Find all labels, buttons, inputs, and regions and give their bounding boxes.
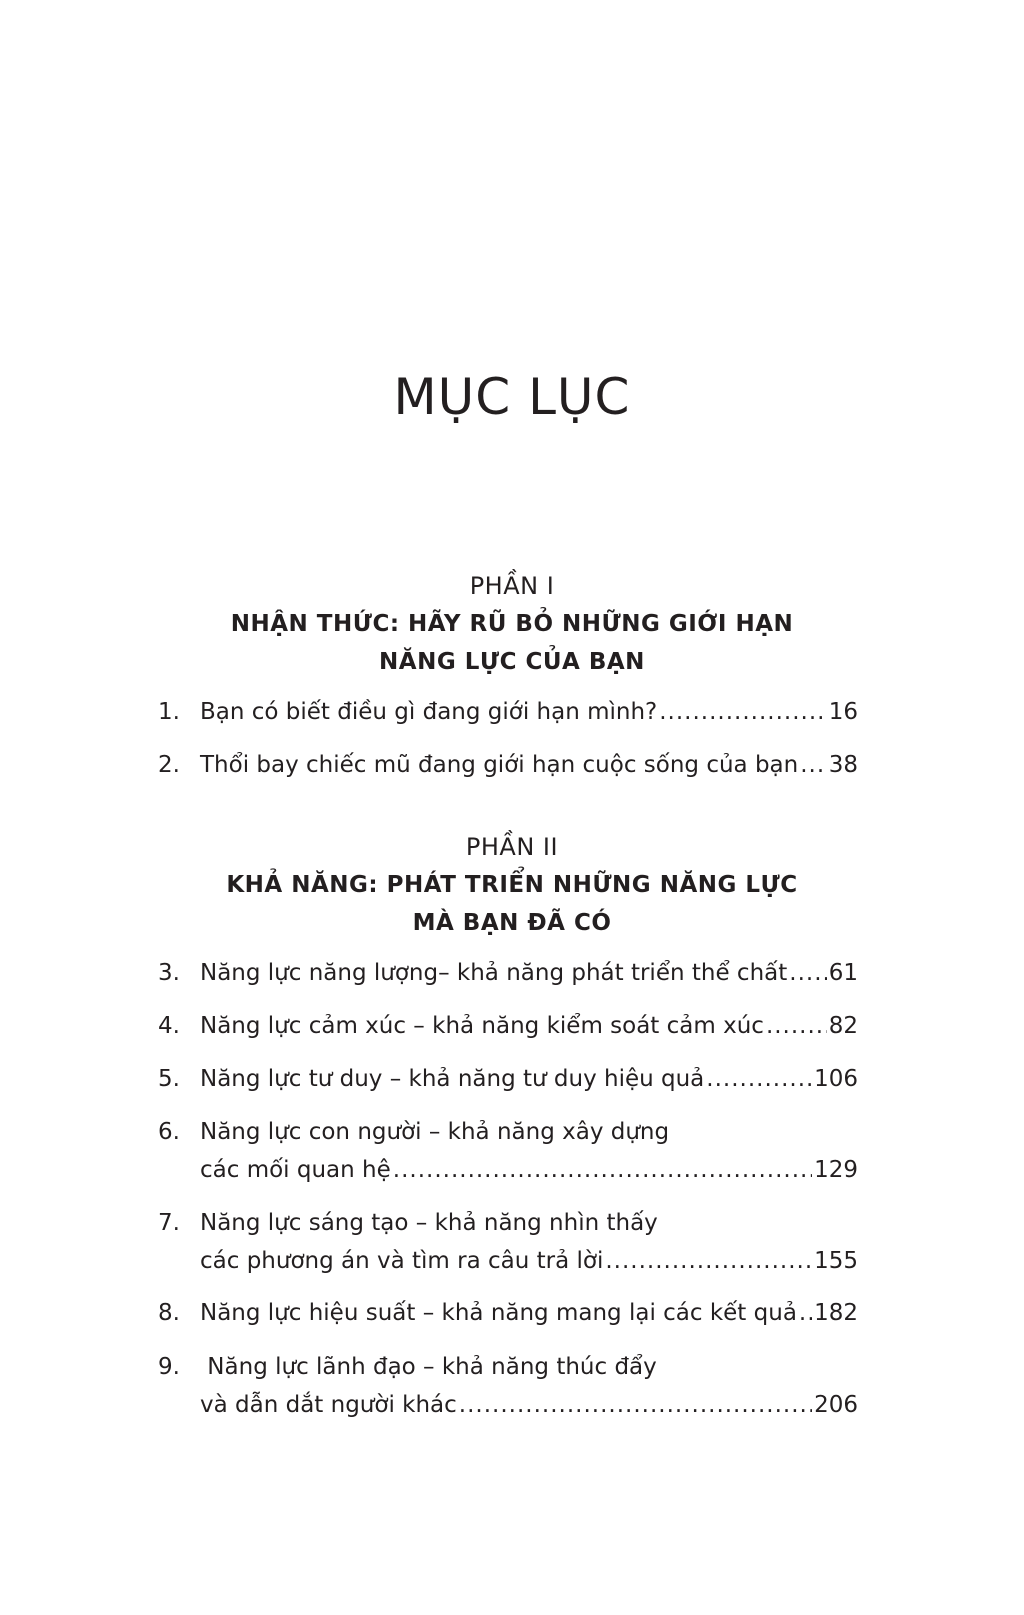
entry-title: Năng lực hiệu suất – khả năng mang lại các kết quả bbox=[200, 1300, 797, 1326]
dot-leader bbox=[459, 1386, 812, 1424]
entry-number: 6. bbox=[158, 1119, 180, 1145]
toc-entry[interactable] bbox=[158, 1348, 858, 1424]
dot-leader bbox=[799, 1294, 812, 1332]
part-label: PHẦN II bbox=[465, 833, 559, 861]
entry-title: Năng lực lãnh đạo – khả năng thúc đẩy bbox=[200, 1354, 657, 1380]
entry-title: Năng lực tư duy – khả năng tư duy hiệu quả bbox=[200, 1066, 705, 1092]
toc-entry[interactable] bbox=[158, 954, 858, 992]
entry-number: 2. bbox=[158, 752, 180, 778]
page-number: 82 bbox=[828, 1013, 858, 1039]
dot-leader bbox=[789, 954, 826, 992]
toc-entry[interactable] bbox=[158, 1007, 858, 1045]
page-number: 155 bbox=[814, 1248, 858, 1274]
toc-entry[interactable] bbox=[158, 1294, 858, 1332]
page-number: 38 bbox=[828, 752, 858, 778]
toc-entry[interactable] bbox=[158, 746, 858, 784]
dot-leader bbox=[800, 746, 826, 784]
page-title: MỤC LỤC bbox=[393, 368, 631, 426]
part-header bbox=[0, 567, 1024, 681]
dot-leader bbox=[659, 693, 826, 731]
entry-title-continued: và dẫn dắt người khác bbox=[200, 1392, 457, 1418]
toc-entry[interactable] bbox=[158, 1204, 858, 1280]
entry-title: Năng lực cảm xúc – khả năng kiểm soát cảm xúc bbox=[200, 1013, 764, 1039]
entry-title-continued: các mối quan hệ bbox=[200, 1157, 391, 1183]
entry-title: Bạn có biết điều gì đang giới hạn mình? bbox=[200, 699, 658, 725]
part-heading-line: NĂNG LỰC CỦA BẠN bbox=[379, 649, 645, 675]
entry-title-continued: các phương án và tìm ra câu trả lời bbox=[200, 1248, 604, 1274]
dot-leader bbox=[393, 1151, 812, 1189]
page-number: 206 bbox=[814, 1392, 858, 1418]
part-heading-line: NHẬN THỨC: HÃY RŨ BỎ NHỮNG GIỚI HẠN bbox=[230, 611, 794, 637]
entry-number: 1. bbox=[158, 699, 180, 725]
page-number: 129 bbox=[814, 1157, 858, 1183]
page-number: 182 bbox=[814, 1300, 858, 1326]
toc-entry[interactable] bbox=[158, 1060, 858, 1098]
entry-number: 3. bbox=[158, 960, 180, 986]
dot-leader bbox=[766, 1007, 827, 1045]
part-label: PHẦN I bbox=[469, 572, 555, 600]
toc-entry[interactable] bbox=[158, 693, 858, 731]
entry-number: 8. bbox=[158, 1300, 180, 1326]
dot-leader bbox=[605, 1242, 812, 1280]
page-number: 106 bbox=[814, 1066, 858, 1092]
page-number: 61 bbox=[828, 960, 858, 986]
page-number: 16 bbox=[828, 699, 858, 725]
part-heading-line: KHẢ NĂNG: PHÁT TRIỂN NHỮNG NĂNG LỰC bbox=[226, 872, 798, 898]
toc-entry[interactable] bbox=[158, 1113, 858, 1189]
entry-number: 4. bbox=[158, 1013, 180, 1039]
entry-number: 5. bbox=[158, 1066, 180, 1092]
entry-title: Năng lực sáng tạo – khả năng nhìn thấy bbox=[200, 1210, 658, 1236]
entry-number: 9. bbox=[158, 1354, 180, 1380]
dot-leader bbox=[706, 1060, 812, 1098]
part-heading-line: MÀ BẠN ĐÃ CÓ bbox=[412, 910, 612, 936]
entry-title: Năng lực năng lượng– khả năng phát triển thể chất bbox=[200, 960, 788, 986]
entry-title: Năng lực con người – khả năng xây dựng bbox=[200, 1119, 670, 1145]
part-header bbox=[0, 828, 1024, 942]
entry-title: Thổi bay chiếc mũ đang giới hạn cuộc sống của bạn bbox=[200, 752, 799, 778]
entry-number: 7. bbox=[158, 1210, 180, 1236]
